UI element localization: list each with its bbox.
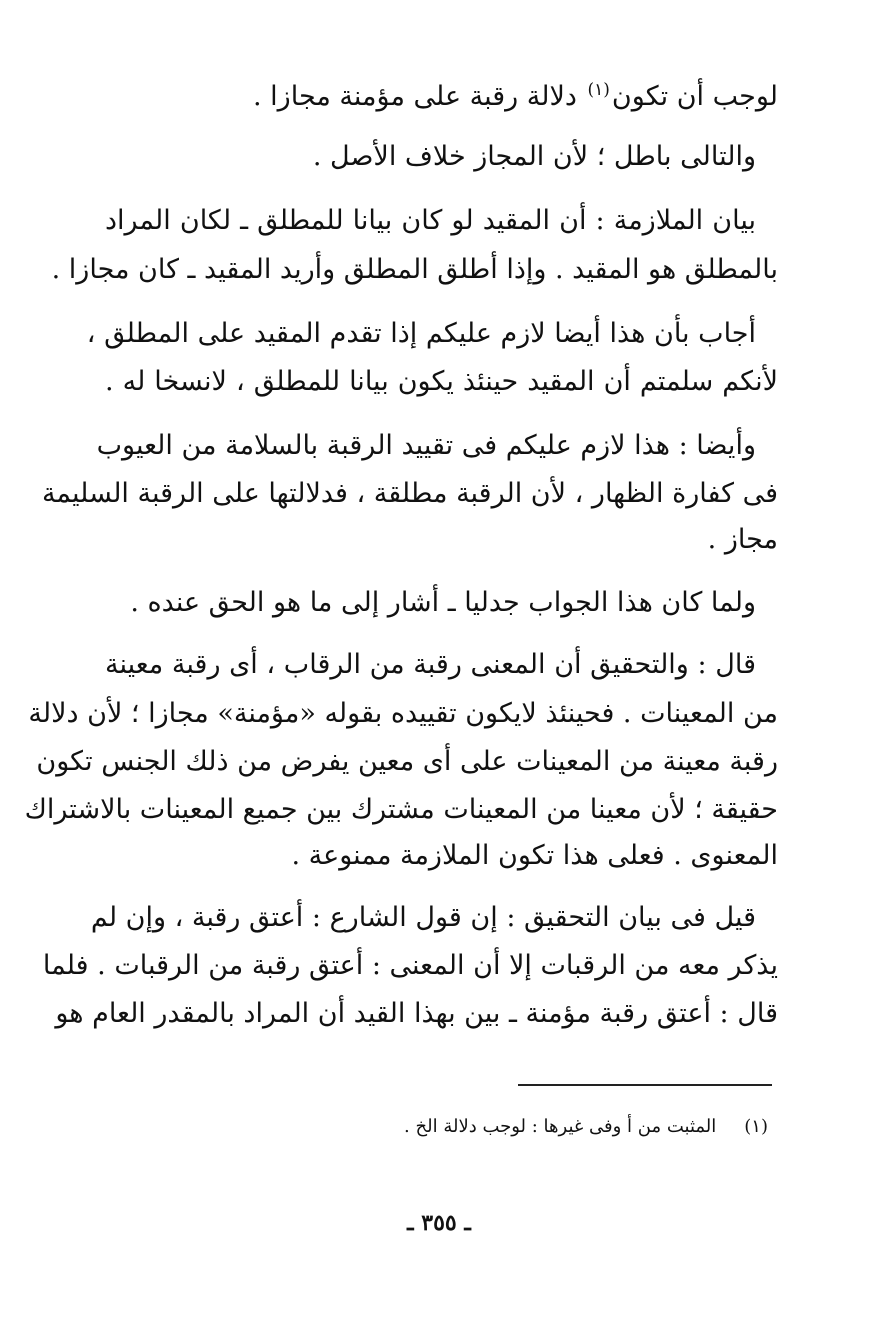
- text-line-11: قال : والتحقيق أن المعنى رقبة من الرقاب ، أى رقبة معينة: [105, 649, 756, 680]
- text-line-3: بيان الملازمة : أن المقيد لو كان بيانا للمطلق ـ لكان المراد: [105, 205, 756, 236]
- text-line-14: حقيقة ؛ لأن معينا من المعينات مشترك بين جميع المعينات بالاشتراك: [24, 794, 778, 825]
- text-line-9: مجاز .: [707, 524, 778, 555]
- footnote: [300, 1112, 768, 1142]
- text-line-1-part-a: لوجب أن تكون: [611, 81, 778, 112]
- text-line-4: بالمطلق هو المقيد . وإذا أطلق المطلق وأريد المقيد ـ كان مجازا .: [51, 254, 778, 285]
- text-line-2: والتالى باطل ؛ لأن المجاز خلاف الأصل .: [312, 141, 756, 172]
- page-number: ـ ٣٥٥ ـ: [407, 1210, 471, 1236]
- footnote-text: المثبت من أ وفى غيرها : لوجب دلالة الخ .: [404, 1116, 717, 1137]
- text-line-13: رقبة معينة من المعينات على أى معين يفرض من ذلك الجنس تكون: [36, 746, 778, 777]
- text-line-16: قيل فى بيان التحقيق : إن قول الشارع : أعتق رقبة ، وإن لم: [90, 902, 756, 933]
- text-line-6: لأنكم سلمتم أن المقيد حينئذ يكون بيانا للمطلق ، لانسخا له .: [105, 366, 778, 397]
- text-line-18: قال : أعتق رقبة مؤمنة ـ بين بهذا القيد أن المراد بالمقدر العام هو: [55, 998, 778, 1029]
- footnote-separator: [518, 1084, 772, 1086]
- text-line-10: ولما كان هذا الجواب جدليا ـ أشار إلى ما هو الحق عنده .: [130, 587, 756, 618]
- text-line-1-part-b: دلالة رقبة على مؤمنة مجازا .: [253, 81, 586, 112]
- footnote-marker[interactable]: (١): [587, 80, 610, 100]
- text-line-8: فى كفارة الظهار ، لأن الرقبة مطلقة ، فدلالتها على الرقبة السليمة: [41, 478, 778, 509]
- text-line-12: من المعينات . فحينئذ لايكون تقييده بقوله «مؤمنة» مجازا ؛ لأن دلالة: [28, 698, 778, 729]
- text-line-15: المعنوى . فعلى هذا تكون الملازمة ممنوعة .: [291, 840, 778, 871]
- text-line-17: يذكر معه من الرقبات إلا أن المعنى : أعتق رقبة من الرقبات . فلما: [42, 950, 778, 981]
- text-line-5: أجاب بأن هذا أيضا لازم عليكم إذا تقدم المقيد على المطلق ،: [86, 318, 756, 349]
- text-line-1: [105, 70, 778, 117]
- text-line-7: وأيضا : هذا لازم عليكم فى تقييد الرقبة بالسلامة من العيوب: [96, 430, 756, 461]
- footnote-number: (١): [744, 1116, 768, 1137]
